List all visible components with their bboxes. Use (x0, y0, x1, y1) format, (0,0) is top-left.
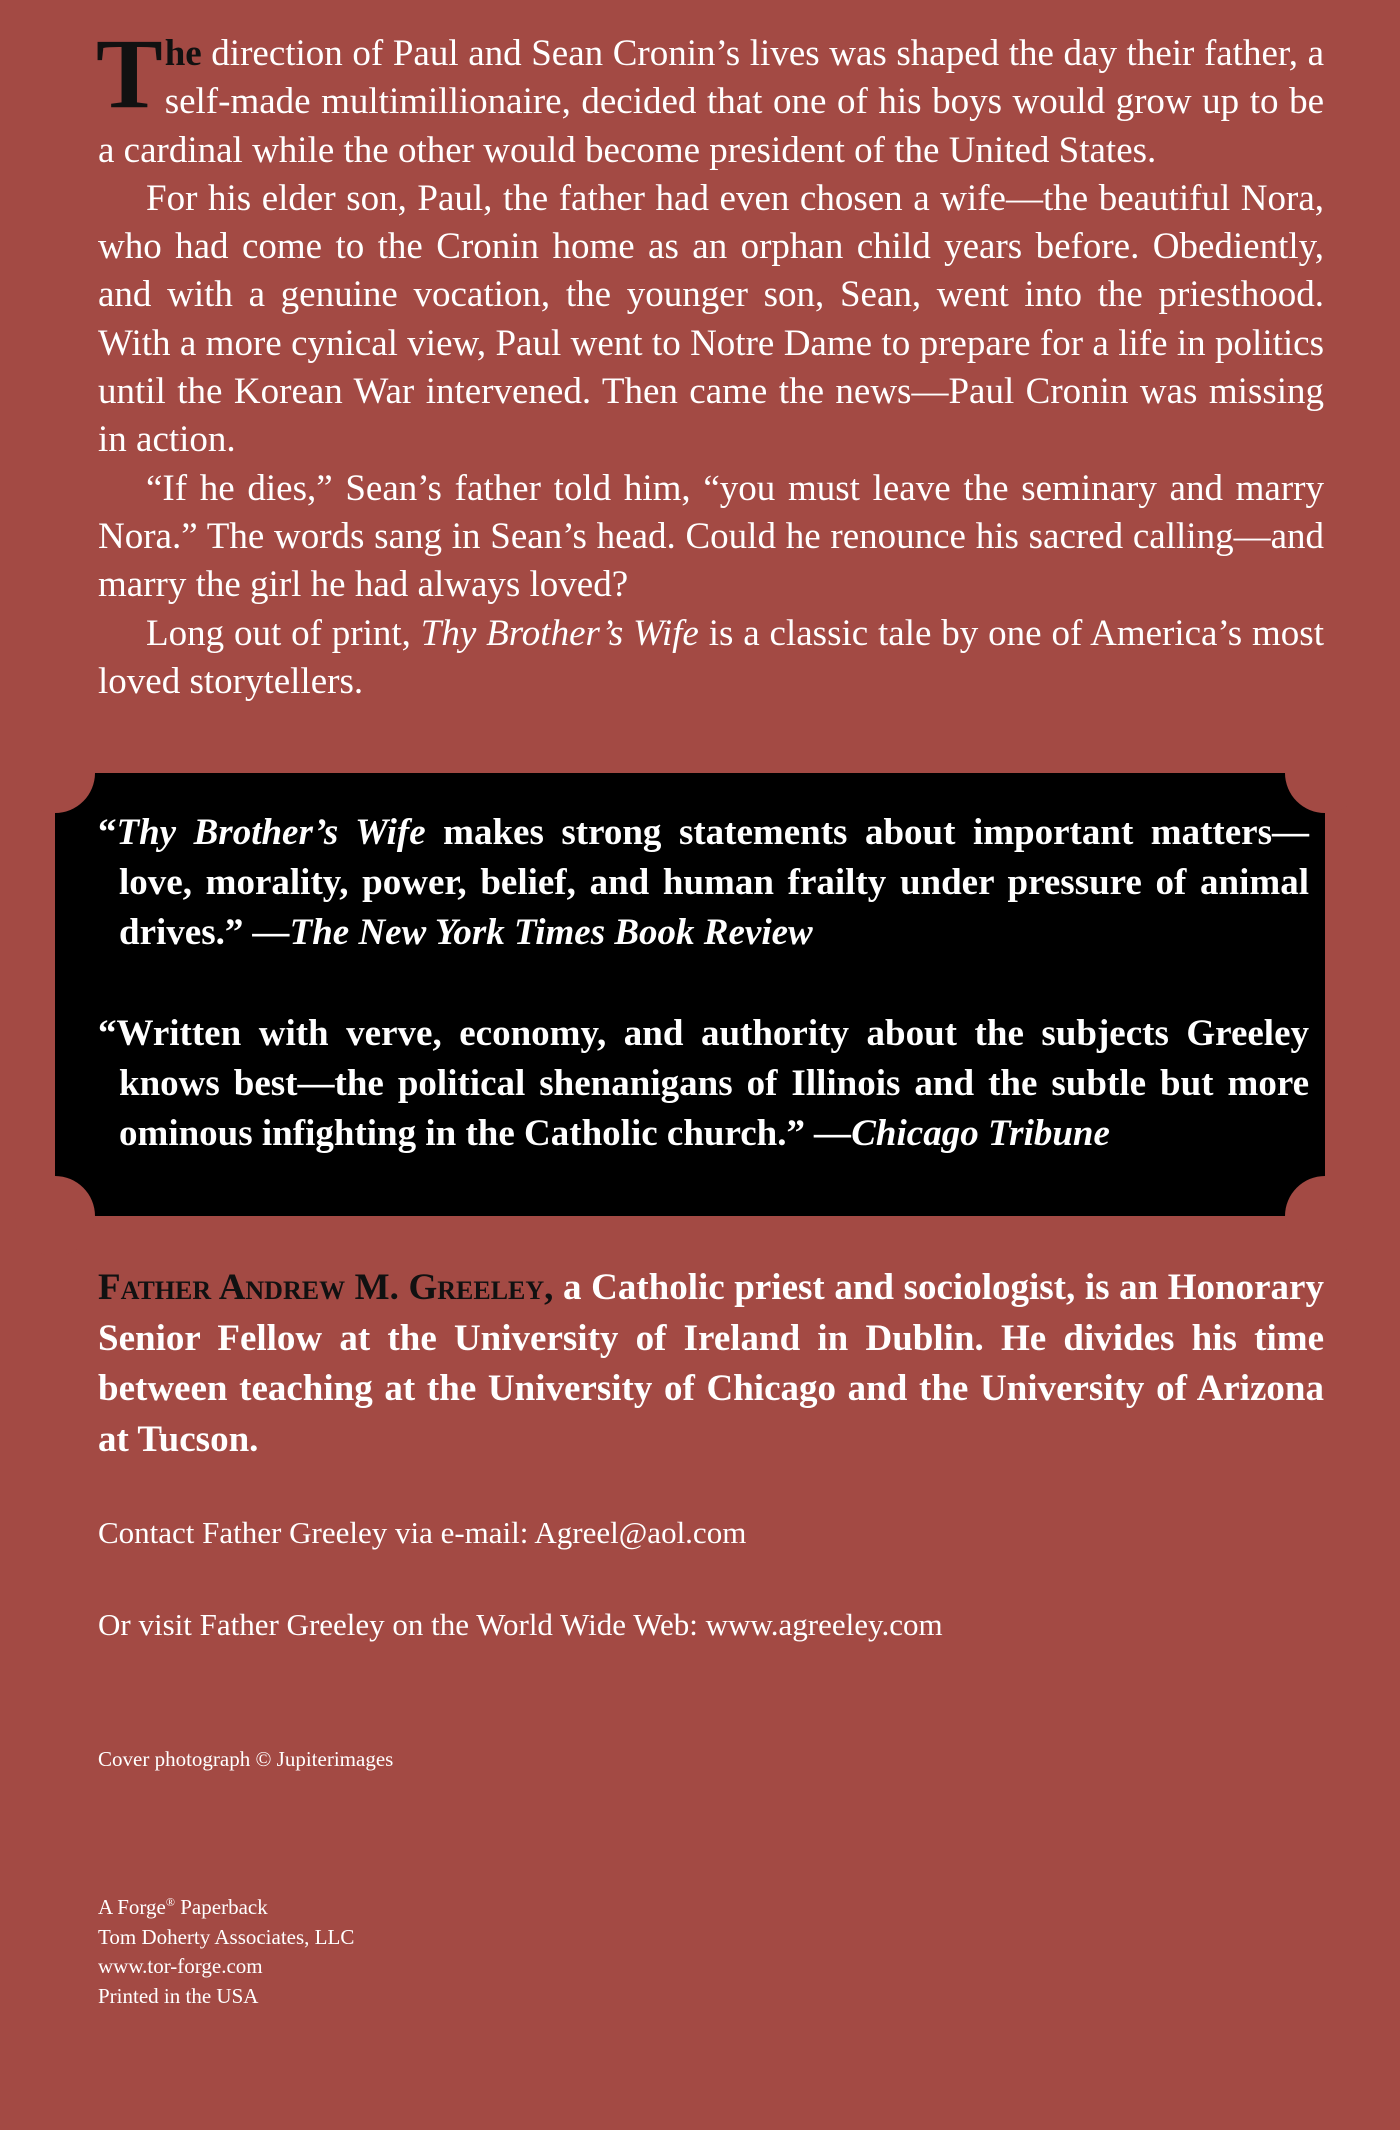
imprint-name: A Forge (98, 1895, 166, 1919)
cover-photo-credit: Cover photograph © Jupiterimages (98, 1747, 394, 1771)
blurb-paragraph-1-text: direction of Paul and Sean Cronin’s lives was shaped the day their father, a self-made multimillionaire, decided that one of his boys would grow up to be a cardinal while the other would become president of the United States. (98, 33, 1324, 171)
quote-attribution: —Chicago Tribune (814, 1113, 1110, 1154)
imprint-line (98, 1893, 354, 1923)
quote-text: makes strong statements about important matters—love, morality, power, belief, and human frailty under pressure of animal drives.” (119, 812, 1309, 953)
box-corner-notch (1285, 733, 1365, 813)
review-quotes-box (55, 773, 1325, 1216)
review-quote-nyt (98, 808, 1309, 958)
quote-attribution: —The New York Times Book Review (252, 912, 813, 953)
author-name: Father Andrew M. Greeley, (98, 1267, 554, 1308)
publisher-company: Tom Doherty Associates, LLC (98, 1924, 355, 1949)
blurb-paragraph-3: “If he dies,” Sean’s father told him, “you must leave the seminary and marry Nora.” The words sang in Sean’s head. Could he renounce his sacred calling—and marry the girl he had always loved? (98, 467, 1324, 606)
registered-mark: ® (165, 1895, 175, 1909)
box-corner-notch (15, 733, 95, 813)
contact-email-line: Contact Father Greeley via e-mail: Agreel@aol.com (98, 1515, 747, 1550)
imprint-format: Paperback (175, 1895, 268, 1919)
contact-web-line: Or visit Father Greeley on the World Wide Web: www.agreeley.com (98, 1607, 943, 1642)
drop-cap: T (96, 18, 163, 129)
blurb-paragraph-4 (98, 610, 1324, 707)
publisher-info (98, 1893, 354, 2011)
blurb-paragraph-1 (96, 18, 1324, 175)
author-bio (98, 1263, 1324, 1465)
quote-book-title: Thy Brother’s Wife (116, 812, 426, 853)
blurb-paragraph-2: For his elder son, Paul, the father had even chosen a wife—the beautiful Nora, who had come to the Cronin home as an orphan child years before. Obediently, and with a genuine vocation, the younger son, Sean, went into the priesthood. With a more cynical view, Paul went to Notre Dame to prepare for a life in politics until the Korean War intervened. Then came the news—Paul Cronin was missing in action. (98, 177, 1324, 461)
author-bio-text: a Catholic priest and sociologist, is an Honorary Senior Fellow at the University of Ireland in Dublin. He divides his time between teaching at the University of Chicago and the University of Arizona at Tucson. (98, 1267, 1324, 1460)
open-quote-mark: “ (98, 1013, 117, 1054)
blurb-paragraph-4-before: Long out of print, (146, 612, 421, 654)
publisher-website: www.tor-forge.com (98, 1954, 263, 1978)
box-corner-notch (15, 1176, 95, 1256)
blurb-paragraph-4-after: is a classic tale by one of America’s most loved storytellers. (98, 612, 1324, 702)
quote-text: Written with verve, economy, and authority about the subjects Greeley knows best—the political shenanigans of Illinois and the subtle but more ominous infighting in the Catholic church.” (116, 1013, 1309, 1154)
first-word-rest: he (164, 33, 202, 74)
description-blurb (96, 18, 1324, 706)
open-quote-mark: “ (98, 812, 117, 853)
box-corner-notch (1285, 1176, 1365, 1256)
printed-location: Printed in the USA (98, 1983, 259, 2008)
book-title: Thy Brother’s Wife (420, 612, 699, 654)
review-quote-tribune (98, 1009, 1309, 1159)
